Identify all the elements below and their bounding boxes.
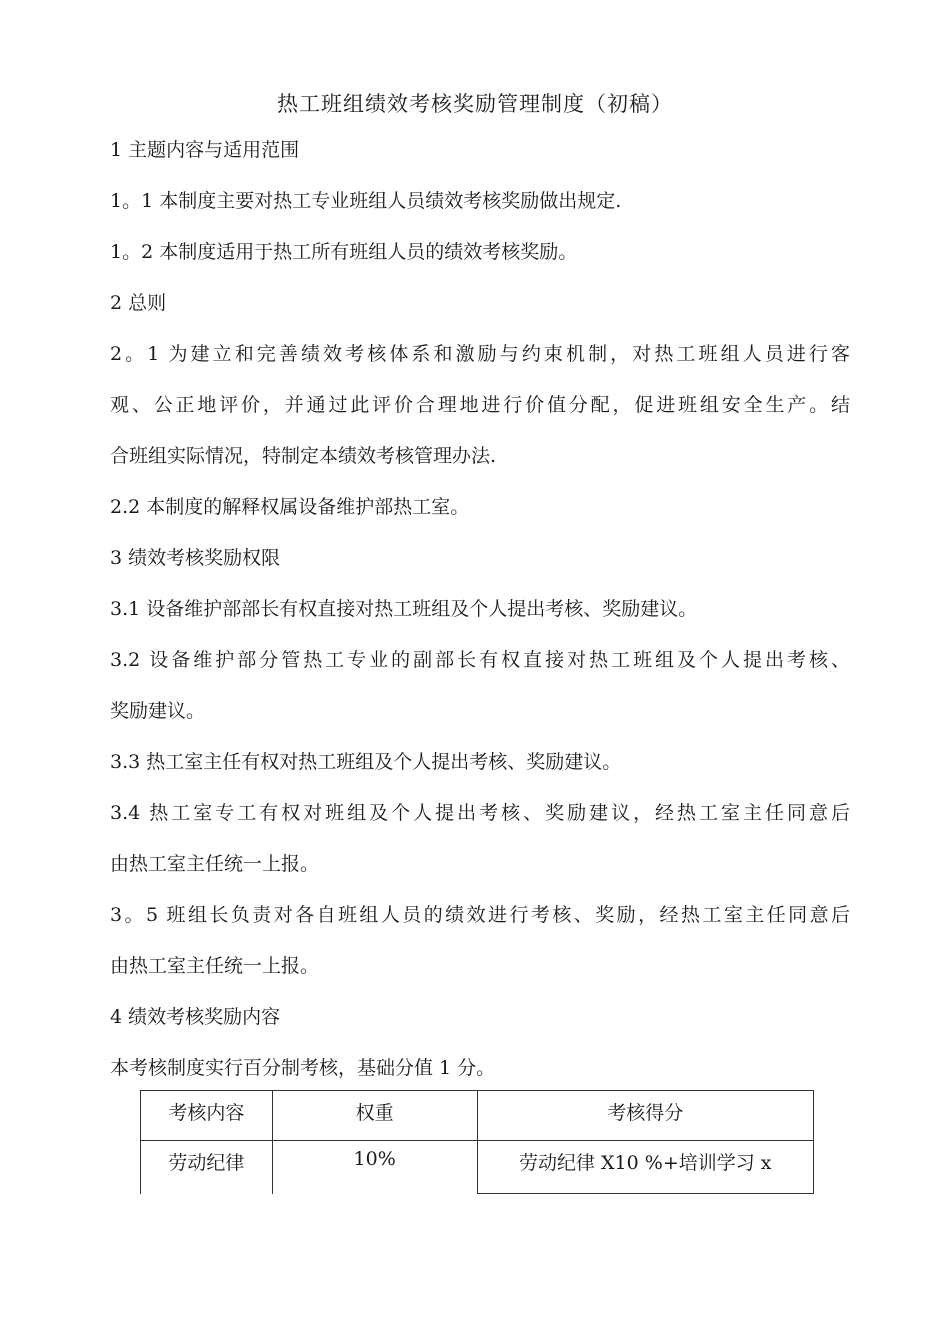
document-title: 热工班组绩效考核奖励管理制度（初稿） [277,92,673,116]
table-cell: 10% [272,1141,477,1194]
table-header-cell: 考核内容 [141,1091,273,1141]
table-cell: 劳动纪律 X10 %+培训学习 x [477,1141,814,1194]
section-heading: 2 总则 [110,292,167,314]
paragraph-line: 2.2 本制度的解释权属设备维护部热工室。 [110,496,470,518]
table-cell: 劳动纪律 [141,1141,273,1194]
section-heading: 4 绩效考核奖励内容 [110,1006,281,1028]
assessment-table [140,1090,814,1194]
paragraph-line: 由热工室主任统一上报。 [110,853,320,875]
paragraph-line: 3。5 班组长负责对各自班组人员的绩效进行考核、奖励，经热工室主任同意后 [110,904,850,926]
paragraph-line: 3.3 热工室主任有权对热工班组及个人提出考核、奖励建议。 [110,751,622,773]
table-header-cell: 考核得分 [477,1091,814,1141]
table-header-row [141,1091,814,1141]
paragraph-line: 由热工室主任统一上报。 [110,955,320,977]
paragraph-line: 1。2 本制度适用于热工所有班组人员的绩效考核奖励。 [110,241,578,263]
paragraph-line: 3.1 设备维护部部长有权直接对热工班组及个人提出考核、奖励建议。 [110,598,698,620]
paragraph-line: 合班组实际情况，特制定本绩效考核管理办法. [110,445,497,467]
paragraph-line: 本考核制度实行百分制考核，基础分值 1 分。 [110,1057,496,1079]
section-heading: 3 绩效考核奖励权限 [110,547,281,569]
section-heading: 1 主题内容与适用范围 [110,139,300,161]
paragraph-line: 1。1 本制度主要对热工专业班组人员绩效考核奖励做出规定. [110,190,622,212]
paragraph-line: 3.4 热工室专工有权对班组及个人提出考核、奖励建议，经热工室主任同意后 [110,802,850,824]
document-body [110,133,850,1102]
paragraph-line: 观、公正地评价，并通过此评价合理地进行价值分配，促进班组安全生产。结 [110,394,850,416]
paragraph-line: 2。1 为建立和完善绩效考核体系和激励与约束机制，对热工班组人员进行客 [110,343,850,365]
table-row [141,1141,814,1194]
paragraph-line: 3.2 设备维护部分管热工专业的副部长有权直接对热工班组及个人提出考核、 [110,649,850,671]
table-header-cell: 权重 [272,1091,477,1141]
paragraph-line: 奖励建议。 [110,700,206,722]
